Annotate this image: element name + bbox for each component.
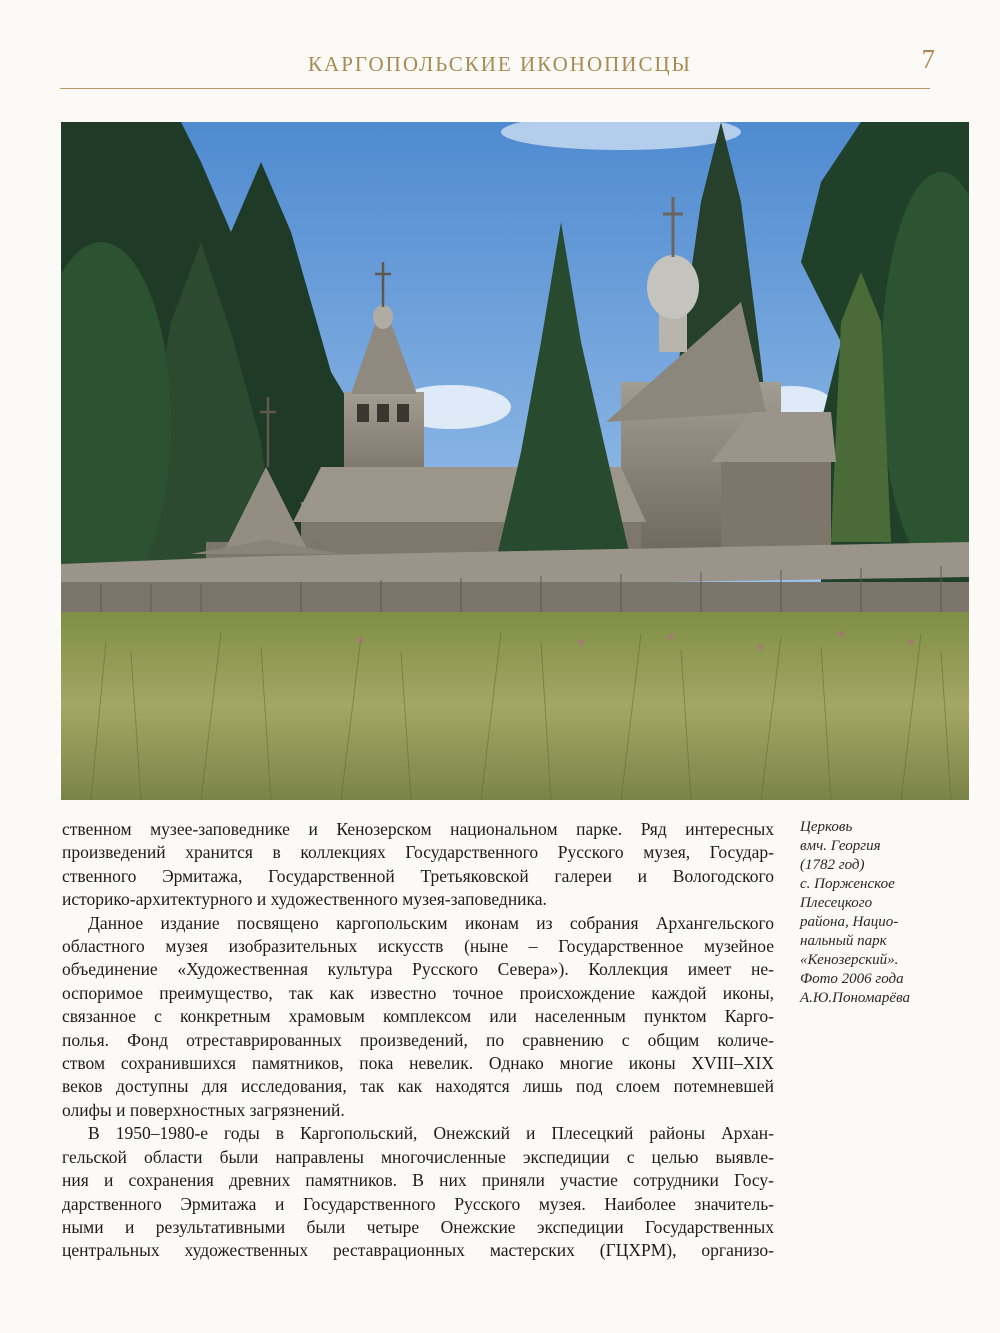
caption-line: (1782 год) (800, 857, 865, 873)
caption-line: А.Ю.Пономарёва (800, 990, 910, 1006)
text-line: дарственного Эрмитажа и Государственного Русского музея. Наиболее значитель- (62, 1193, 774, 1214)
text-line: Данное издание посвящено каргопольским иконам из собрания Архангельского (88, 912, 774, 933)
text-line: олифы и поверхностных загрязнений. (62, 1099, 345, 1120)
onion-dome (647, 255, 699, 319)
text-line: объединение «Художественная культура Русского Севера»). Коллекция имеет не- (62, 959, 774, 980)
text-line: ния и сохранения древних памятников. В них приняли участие сотрудники Госу- (62, 1170, 774, 1191)
caption-line: «Кенозерский». (800, 952, 899, 968)
bell-opening (377, 404, 389, 422)
bell-tower-dome (373, 305, 393, 329)
text-line: центральных художественных реставрационных мастерских (ГЦХРМ), организо- (62, 1240, 774, 1261)
header-rule (60, 88, 930, 89)
grass-meadow (61, 612, 969, 800)
text-line: ными и результативными были четыре Онежские экспедиции Государственных (62, 1216, 774, 1237)
caption-line: с. Порженское (800, 876, 895, 892)
text-line: ственного Эрмитажа, Государственной Третьяковской галереи и Вологодского (62, 865, 774, 886)
photo-caption (800, 818, 970, 1008)
caption-line: Плесецкого (800, 895, 873, 911)
church-photo (61, 122, 969, 800)
caption-line: нальный парк (800, 933, 887, 949)
text-line: областного музея изобразительных искусств (ныне – Государственное музейное (62, 936, 774, 957)
body-text (62, 818, 774, 1263)
caption-line: Фото 2006 года (800, 971, 904, 987)
text-line: оспоримое преимущество, так как известно точное происхождение каждой иконы, (62, 982, 774, 1003)
bell-opening (357, 404, 369, 422)
caption-line: района, Нацио- (800, 914, 899, 930)
church-refectory (721, 452, 831, 552)
text-line: ственном музее-заповеднике и Кенозерском национальном парке. Ряд интересных (62, 819, 774, 839)
text-line: связанное с конкретным храмовым комплексом или населенным пунктом Карго- (62, 1006, 774, 1027)
caption-line: вмч. Георгия (800, 838, 881, 854)
bell-opening (397, 404, 409, 422)
text-line: полья. Фонд отреставрированных произведений, по сравнению с общим количе- (62, 1029, 774, 1050)
text-line: произведений хранится в коллекциях Государственного Русского музея, Государ- (62, 842, 774, 863)
text-line: В 1950–1980-е годы в Каргопольский, Онежский и Плесецкий районы Архан- (88, 1123, 774, 1144)
text-line: веков доступны для исследования, так как находятся лишь под слоем потемневшей (62, 1076, 774, 1097)
text-line: ством сохранившихся памятников, пока невелик. Однако многие иконы XVIII–XIX (62, 1053, 774, 1074)
running-header-title: КАРГОПОЛЬСКИЕ ИКОНОПИСЦЫ (308, 52, 692, 76)
text-line: гельской области были направлены многочисленные экспедиции с целью выявле- (62, 1146, 774, 1167)
page-number: 7 (921, 44, 935, 74)
caption-line: Церковь (800, 819, 853, 835)
text-line: историко-архитектурного и художественного музея-заповедника. (62, 889, 547, 910)
